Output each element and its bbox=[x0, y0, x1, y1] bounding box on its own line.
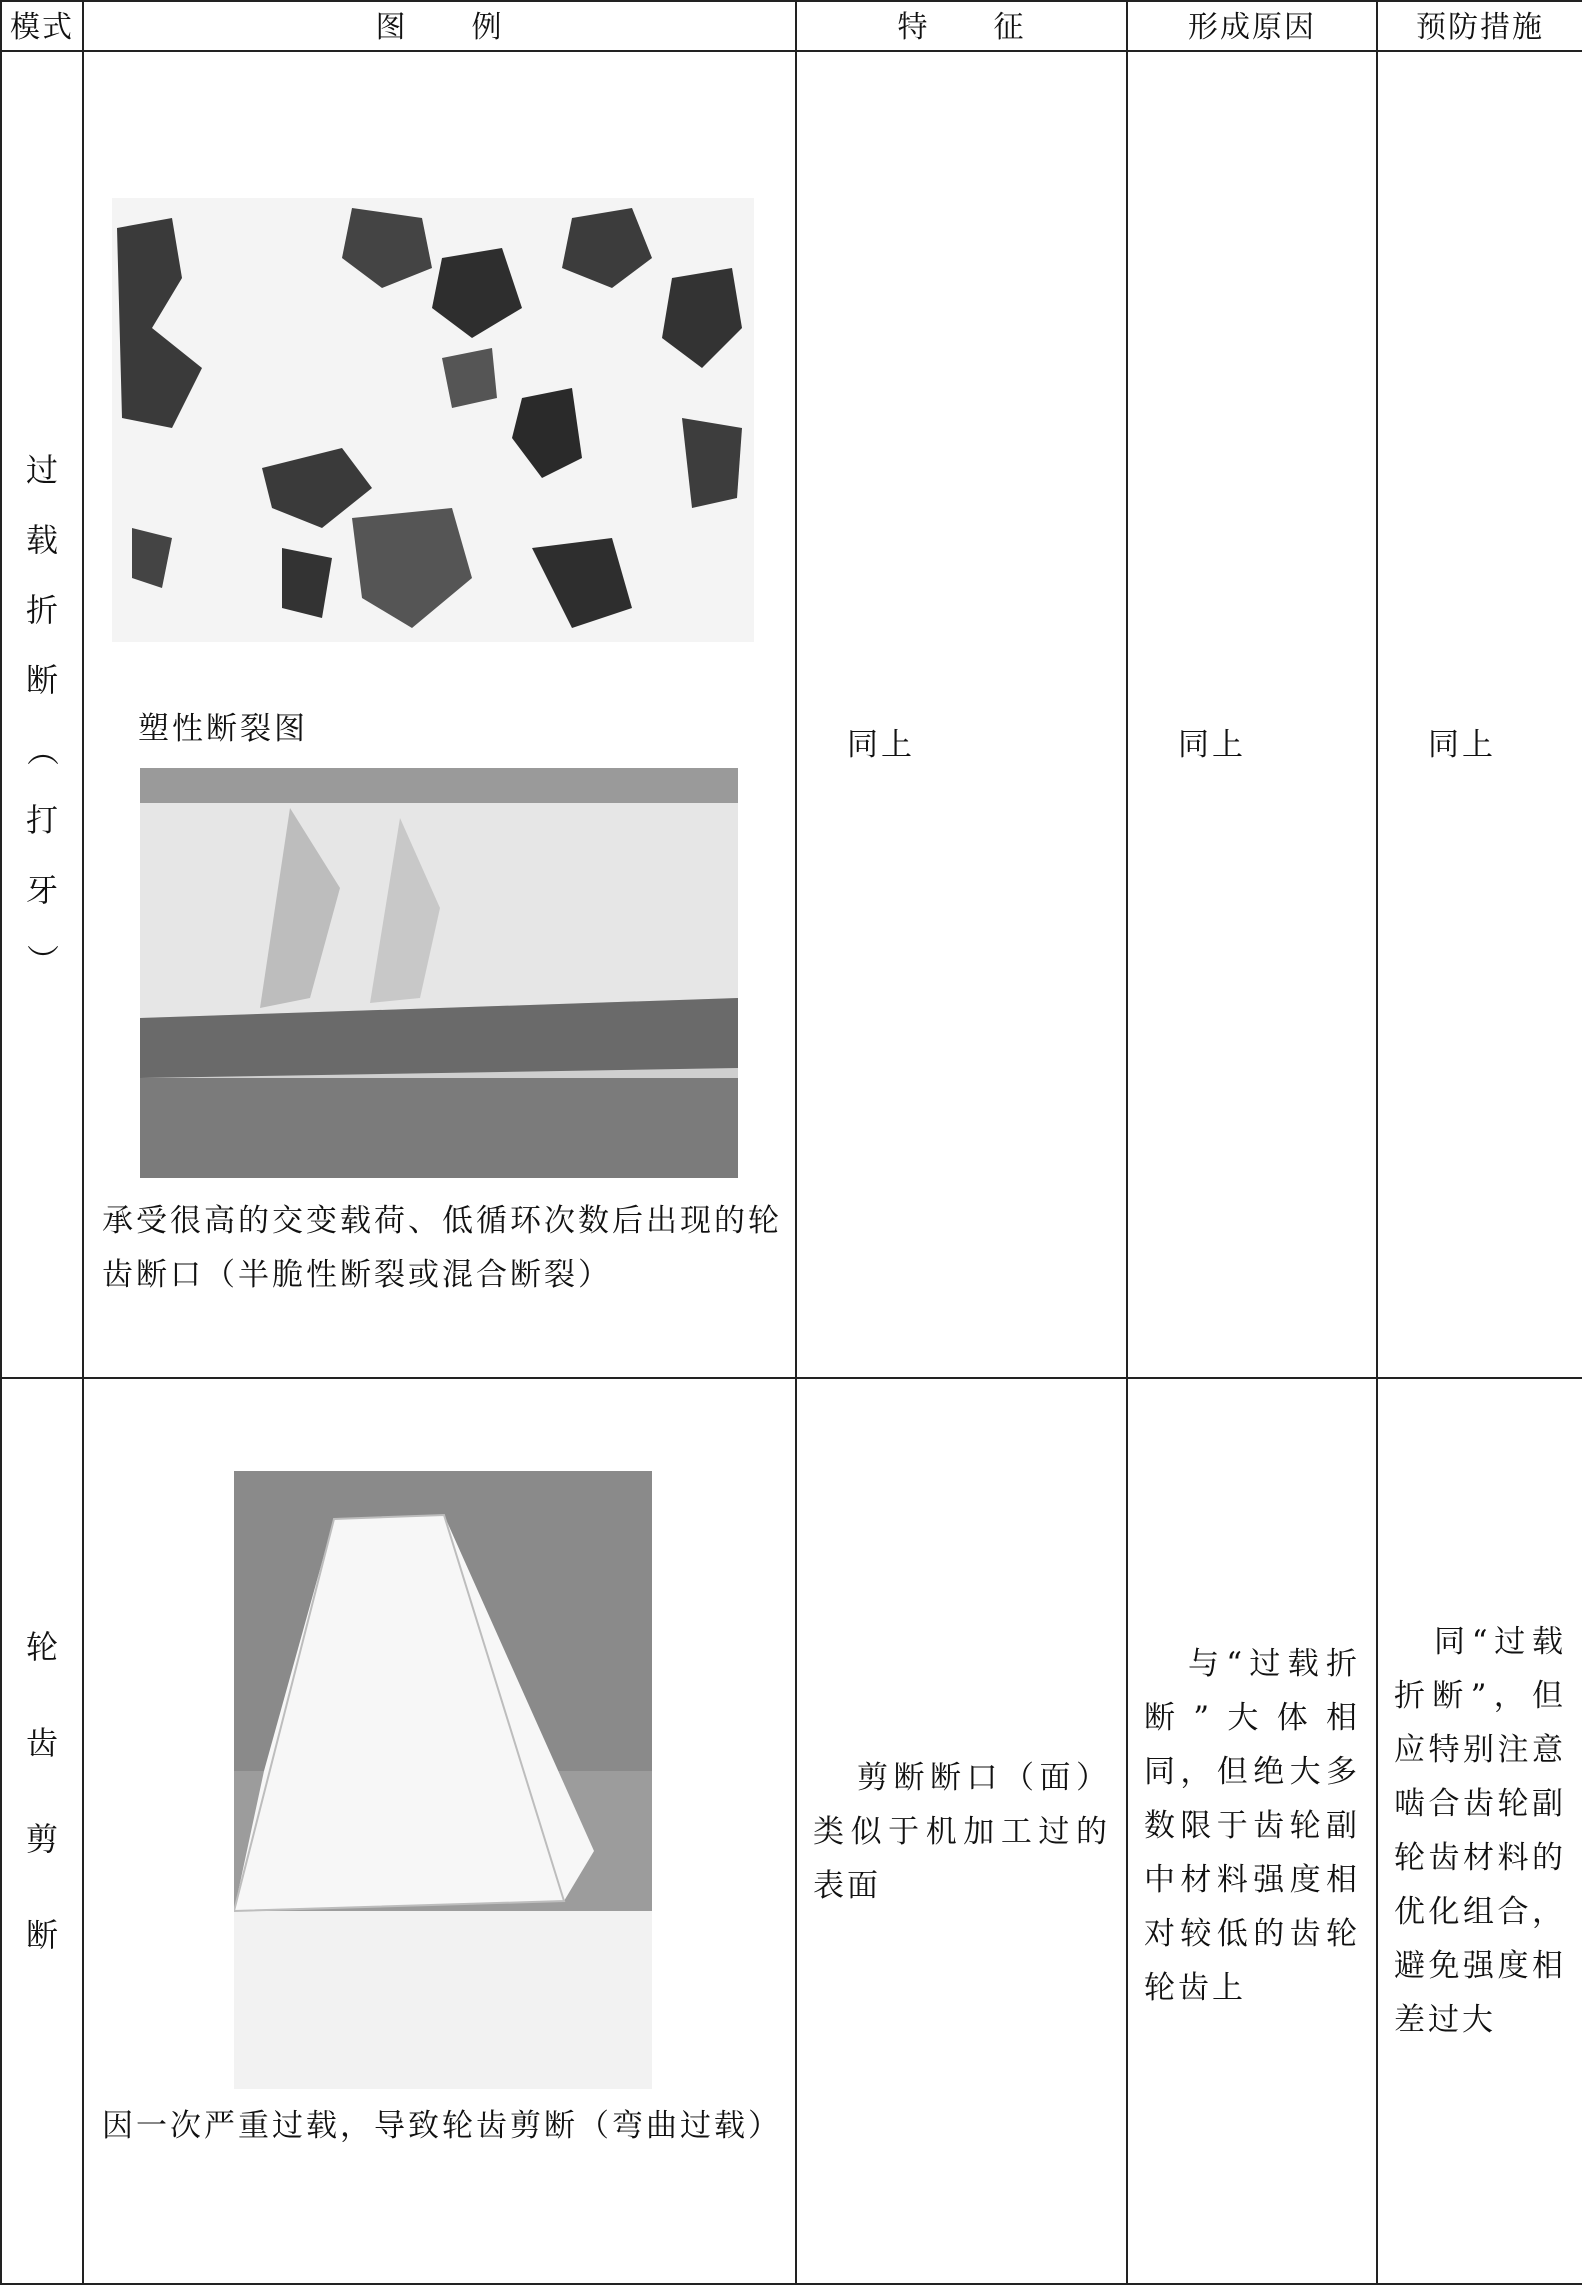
table-row bbox=[1, 51, 1582, 1378]
mixed-fracture-caption: 承受很高的交变载荷、低循环次数后出现的轮齿断口（半脆性断裂或混合断裂） bbox=[102, 1203, 782, 1293]
cause-cell bbox=[1127, 51, 1377, 1378]
cause-cell bbox=[1127, 1378, 1377, 2284]
tooth-shear-photo bbox=[234, 1471, 652, 2089]
legend-cell bbox=[83, 1378, 796, 2284]
feature-text: 剪断断口（面）类似于机加工过的表面 bbox=[813, 1760, 1110, 1904]
cause-text: 同上 bbox=[1178, 727, 1246, 763]
mixed-fracture-photo bbox=[140, 768, 738, 1178]
header-cause: 形成原因 bbox=[1127, 1, 1377, 51]
tooth-shear-caption: 因一次严重过载，导致轮齿剪断（弯曲过载） bbox=[102, 2108, 782, 2144]
prevention-cell bbox=[1377, 1378, 1582, 2284]
header-prevention: 预防措施 bbox=[1377, 1, 1582, 51]
table-header-row bbox=[1, 1, 1582, 51]
ductile-fracture-photo bbox=[112, 198, 754, 642]
prevention-text: 同“过载折断”，但应特别注意啮合齿轮副轮齿材料的优化组合，避免强度相差过大 bbox=[1394, 1624, 1566, 2038]
feature-text: 同上 bbox=[847, 727, 915, 763]
header-legend: 图 例 bbox=[83, 1, 796, 51]
header-feature: 特 征 bbox=[796, 1, 1127, 51]
legend-cell bbox=[83, 51, 796, 1378]
mode-cell bbox=[1, 1378, 83, 2284]
header-mode: 模式 bbox=[1, 1, 83, 51]
ductile-fracture-caption: 塑性断裂图 bbox=[138, 711, 308, 747]
table-row bbox=[1, 1378, 1582, 2284]
mode-label-tooth-shear: 轮 齿 剪 断 bbox=[25, 1628, 58, 1954]
mode-cell bbox=[1, 51, 83, 1378]
feature-cell bbox=[796, 51, 1127, 1378]
cause-text: 与“过载折断”大体相同，但绝大多数限于齿轮副中材料强度相对较低的齿轮轮齿上 bbox=[1144, 1646, 1360, 2006]
prevention-text: 同上 bbox=[1428, 727, 1496, 763]
feature-cell bbox=[796, 1378, 1127, 2284]
mode-label-overload-fracture: 过 载 折 断 （ 打 牙 ） bbox=[22, 450, 61, 976]
prevention-cell bbox=[1377, 51, 1582, 1378]
